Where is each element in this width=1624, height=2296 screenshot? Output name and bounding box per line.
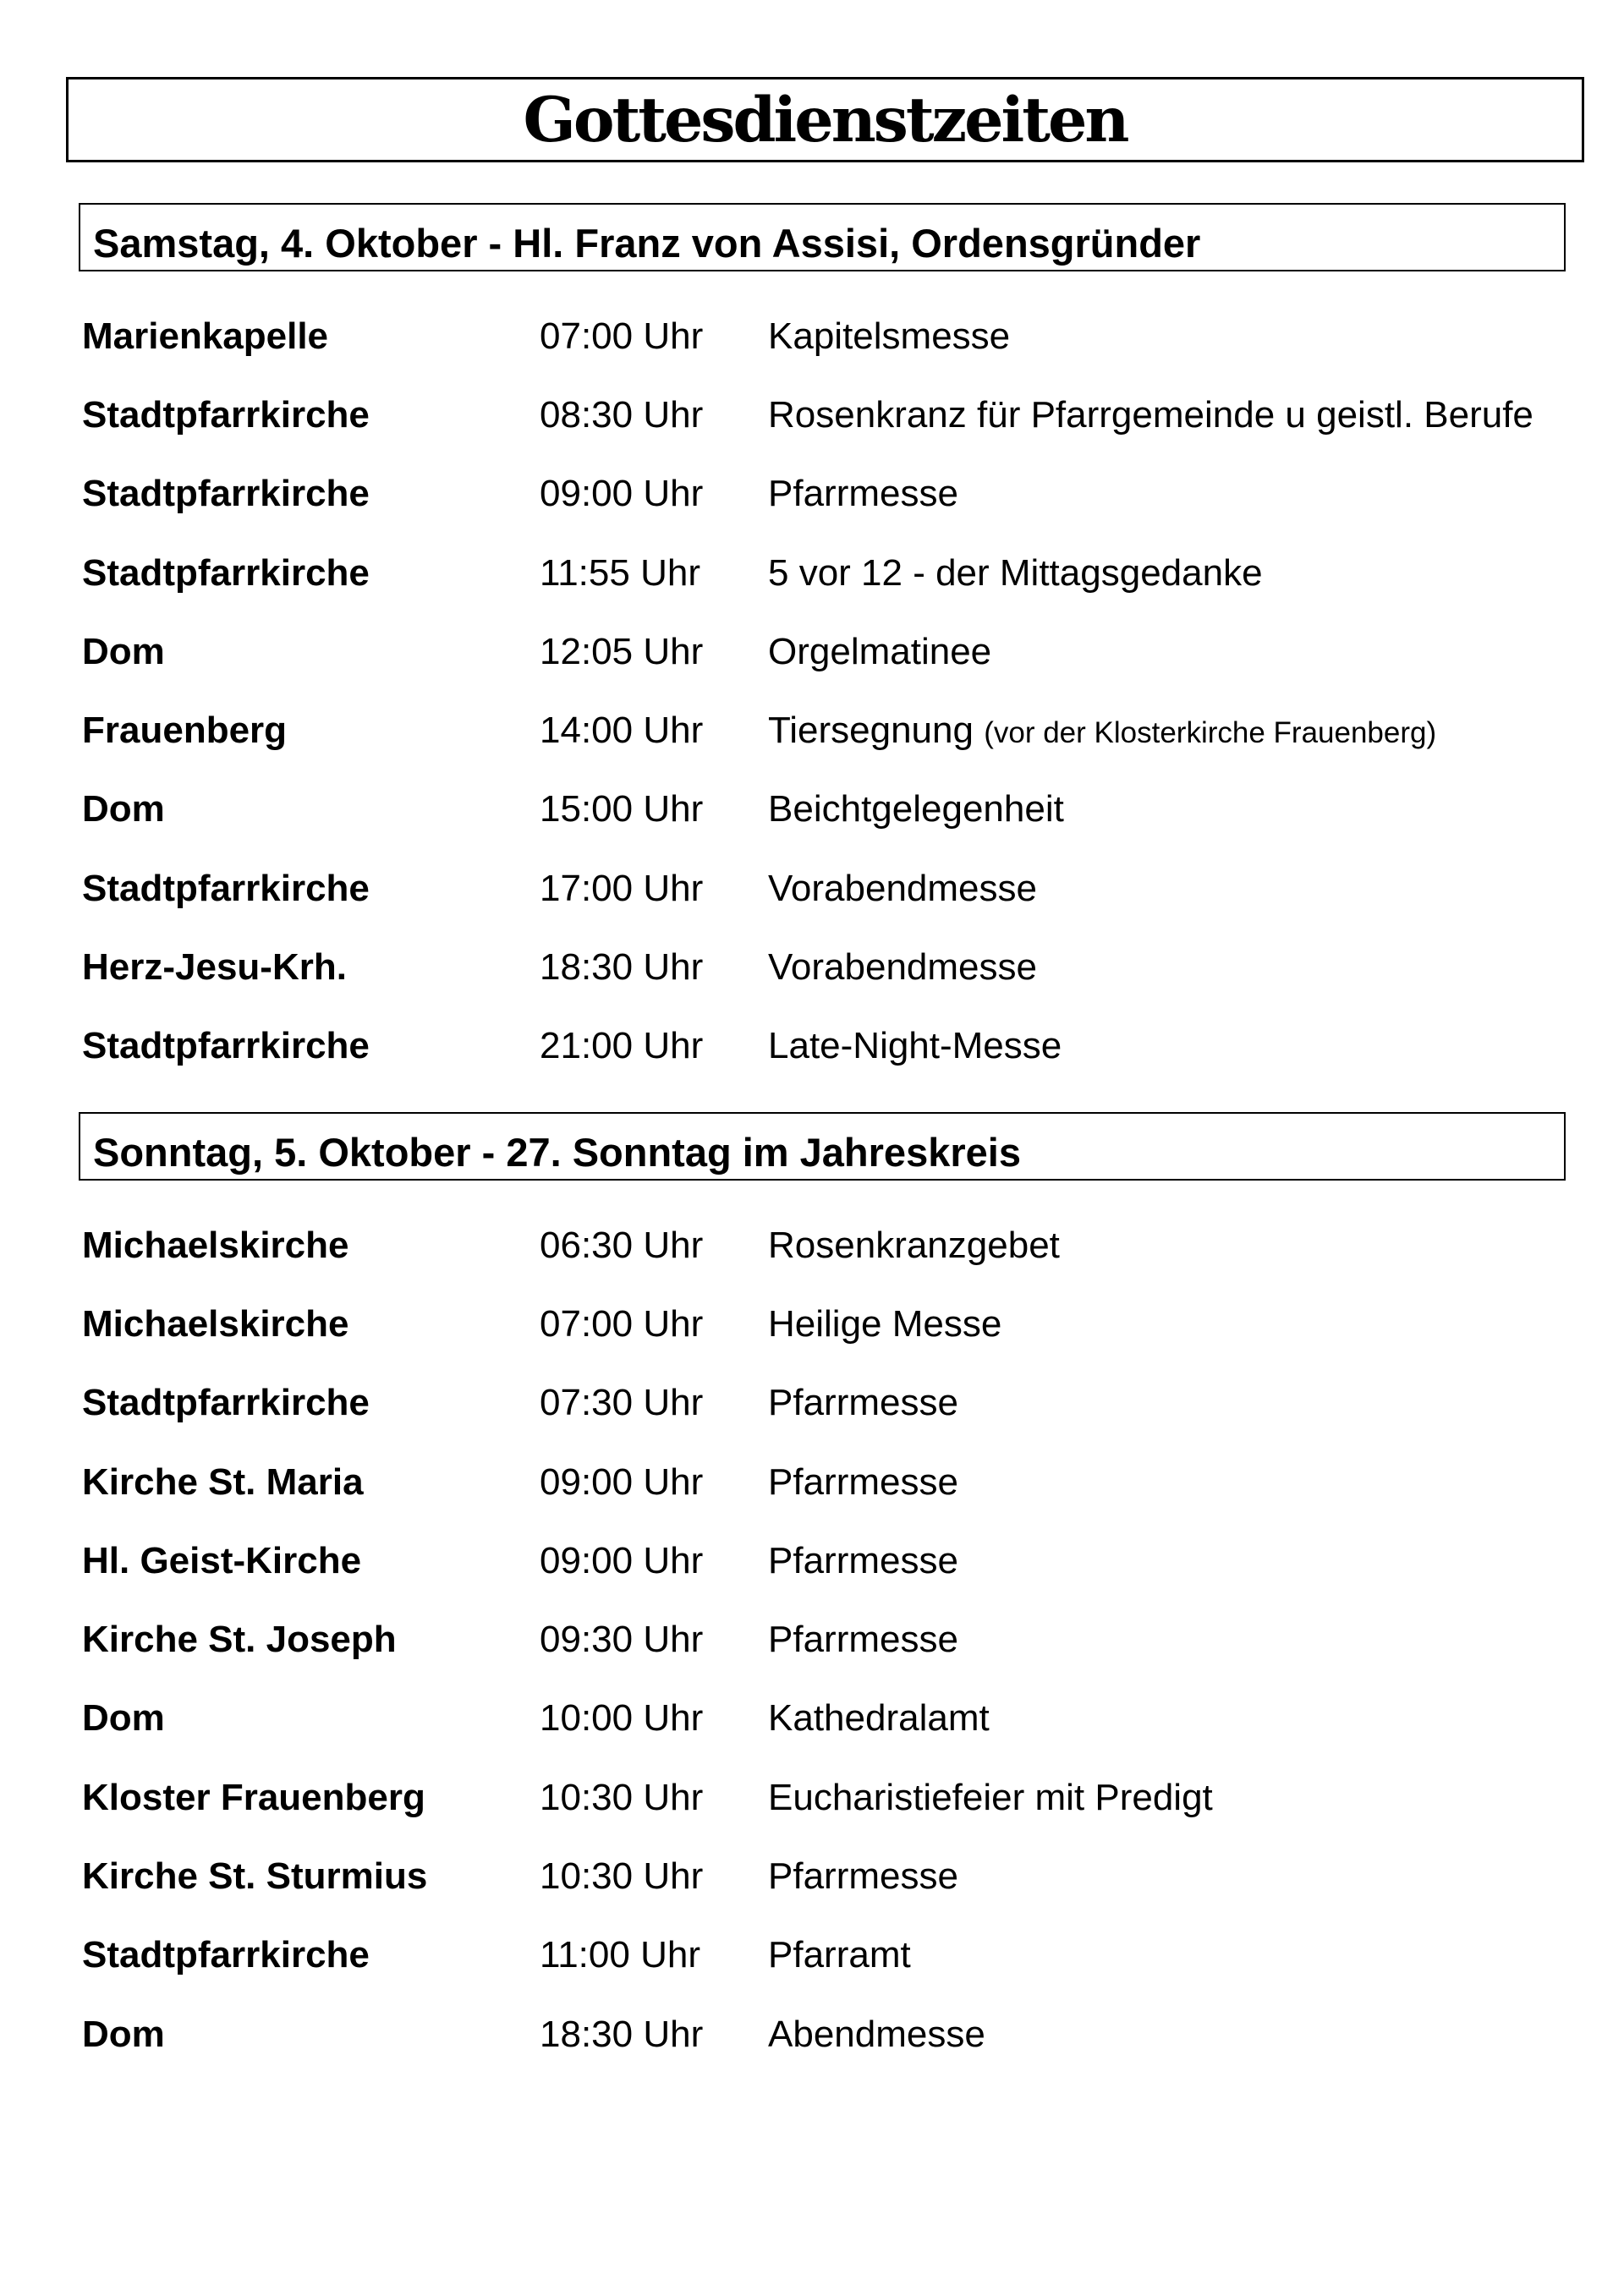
event-cell xyxy=(768,552,1624,595)
event-cell xyxy=(768,1303,1624,1345)
time-cell: 07:00 Uhr xyxy=(540,315,704,357)
event-cell xyxy=(768,788,1624,830)
event-text: 5 vor 12 - der Mittagsgedanke xyxy=(768,551,1263,594)
schedule-row xyxy=(82,928,1624,1006)
time-cell: 09:00 Uhr xyxy=(540,1539,704,1581)
time-cell: 15:00 Uhr xyxy=(540,788,704,830)
event-cell xyxy=(768,394,1624,436)
event-note: (vor der Klosterkirche Frauenberg) xyxy=(984,716,1437,750)
event-cell xyxy=(768,1934,1624,1976)
document-title: Gottesdienstzeiten xyxy=(523,83,1127,156)
schedule-row xyxy=(82,1206,1624,1285)
time-cell: 07:30 Uhr xyxy=(540,1382,704,1424)
time-cell: 10:00 Uhr xyxy=(540,1697,704,1740)
event-text: Rosenkranz für Pfarrgemeinde u geistl. Berufe xyxy=(768,393,1533,436)
time-cell: 11:00 Uhr xyxy=(540,1934,700,1976)
schedule-row xyxy=(82,1521,1624,1600)
location-cell: Stadtpfarrkirche xyxy=(82,1382,370,1424)
location-cell: Hl. Geist-Kirche xyxy=(82,1539,362,1581)
schedule-row xyxy=(82,455,1624,534)
location-cell: Kirche St. Joseph xyxy=(82,1619,397,1661)
time-cell: 09:00 Uhr xyxy=(540,473,704,515)
event-cell xyxy=(768,1697,1624,1740)
location-cell: Stadtpfarrkirche xyxy=(82,1934,370,1976)
schedule-row xyxy=(82,534,1624,612)
location-cell: Stadtpfarrkirche xyxy=(82,551,370,594)
event-cell xyxy=(768,473,1624,515)
event-cell xyxy=(768,1777,1624,1819)
event-cell xyxy=(768,710,1624,752)
event-text: Pfarramt xyxy=(768,1934,911,1976)
event-text: Kathedralamt xyxy=(768,1697,990,1740)
location-cell: Kloster Frauenberg xyxy=(82,1776,425,1818)
event-text: Late-Night-Messe xyxy=(768,1025,1062,1067)
event-text: Vorabendmesse xyxy=(768,946,1037,989)
schedule-table xyxy=(82,297,1624,1086)
section-sunday xyxy=(0,1112,1624,2074)
time-cell: 09:00 Uhr xyxy=(540,1460,704,1503)
event-text: Vorabendmesse xyxy=(768,867,1037,909)
event-cell xyxy=(768,2014,1624,2056)
event-cell xyxy=(768,1225,1624,1267)
time-cell: 07:00 Uhr xyxy=(540,1302,704,1345)
time-cell: 08:30 Uhr xyxy=(540,393,704,436)
location-cell: Stadtpfarrkirche xyxy=(82,867,370,909)
time-cell: 09:30 Uhr xyxy=(540,1619,704,1661)
document-title-box xyxy=(66,77,1584,162)
location-cell: Herz-Jesu-Krh. xyxy=(82,946,347,989)
location-cell: Dom xyxy=(82,1697,165,1740)
schedule-row xyxy=(82,1758,1624,1837)
section-header: Samstag, 4. Oktober - Hl. Franz von Assisi, Ordensgründer xyxy=(93,221,1201,266)
event-text: Heilige Messe xyxy=(768,1302,1002,1345)
event-text: Pfarrmesse xyxy=(768,473,958,515)
schedule-row xyxy=(82,1285,1624,1363)
location-cell: Stadtpfarrkirche xyxy=(82,473,370,515)
time-cell: 10:30 Uhr xyxy=(540,1855,704,1898)
time-cell: 18:30 Uhr xyxy=(540,2013,704,2055)
event-cell xyxy=(768,1619,1624,1661)
time-cell: 10:30 Uhr xyxy=(540,1776,704,1818)
time-cell: 17:00 Uhr xyxy=(540,867,704,909)
event-text: Pfarrmesse xyxy=(768,1382,958,1424)
schedule-row xyxy=(82,297,1624,375)
schedule-row xyxy=(82,691,1624,770)
event-text: Orgelmatinee xyxy=(768,630,992,672)
event-cell xyxy=(768,1382,1624,1424)
schedule-row xyxy=(82,375,1624,454)
location-cell: Kirche St. Sturmius xyxy=(82,1855,428,1898)
event-text: Eucharistiefeier mit Predigt xyxy=(768,1776,1213,1818)
event-text: Pfarrmesse xyxy=(768,1855,958,1898)
schedule-row xyxy=(82,612,1624,691)
event-text: Pfarrmesse xyxy=(768,1539,958,1581)
time-cell: 18:30 Uhr xyxy=(540,946,704,989)
event-cell xyxy=(768,1855,1624,1898)
schedule-row xyxy=(82,1680,1624,1758)
time-cell: 21:00 Uhr xyxy=(540,1025,704,1067)
event-cell xyxy=(768,946,1624,989)
event-cell xyxy=(768,1540,1624,1582)
event-cell xyxy=(768,1025,1624,1067)
schedule-row xyxy=(82,1007,1624,1086)
time-cell: 06:30 Uhr xyxy=(540,1224,704,1266)
event-cell xyxy=(768,315,1624,358)
event-text: Abendmesse xyxy=(768,2013,985,2055)
location-cell: Dom xyxy=(82,630,165,672)
schedule-row xyxy=(82,770,1624,849)
location-cell: Dom xyxy=(82,2013,165,2055)
time-cell: 11:55 Uhr xyxy=(540,551,700,594)
location-cell: Kirche St. Maria xyxy=(82,1460,364,1503)
location-cell: Michaelskirche xyxy=(82,1302,349,1345)
schedule-row xyxy=(82,1916,1624,1995)
schedule-row xyxy=(82,1600,1624,1679)
time-cell: 12:05 Uhr xyxy=(540,630,704,672)
event-cell xyxy=(768,868,1624,910)
schedule-row xyxy=(82,849,1624,928)
location-cell: Marienkapelle xyxy=(82,315,329,357)
section-header: Sonntag, 5. Oktober - 27. Sonntag im Jahreskreis xyxy=(93,1130,1021,1175)
event-cell xyxy=(768,631,1624,673)
location-cell: Stadtpfarrkirche xyxy=(82,1025,370,1067)
event-text: Pfarrmesse xyxy=(768,1619,958,1661)
time-cell: 14:00 Uhr xyxy=(540,710,704,752)
section-header-box xyxy=(79,203,1566,271)
schedule-row xyxy=(82,1443,1624,1521)
location-cell: Dom xyxy=(82,788,165,830)
schedule-row xyxy=(82,1837,1624,1915)
event-text: Rosenkranzgebet xyxy=(768,1224,1060,1266)
schedule-row xyxy=(82,1364,1624,1443)
section-saturday xyxy=(0,203,1624,1086)
location-cell: Michaelskirche xyxy=(82,1224,349,1266)
section-header-box xyxy=(79,1112,1566,1181)
location-cell: Stadtpfarrkirche xyxy=(82,393,370,436)
schedule-row xyxy=(82,1995,1624,2074)
schedule-table xyxy=(82,1206,1624,2074)
location-cell: Frauenberg xyxy=(82,710,288,752)
event-cell xyxy=(768,1461,1624,1504)
event-text: Pfarrmesse xyxy=(768,1460,958,1503)
event-text: Kapitelsmesse xyxy=(768,315,1011,357)
event-text: Tiersegnung xyxy=(768,710,974,752)
event-text: Beichtgelegenheit xyxy=(768,788,1064,830)
